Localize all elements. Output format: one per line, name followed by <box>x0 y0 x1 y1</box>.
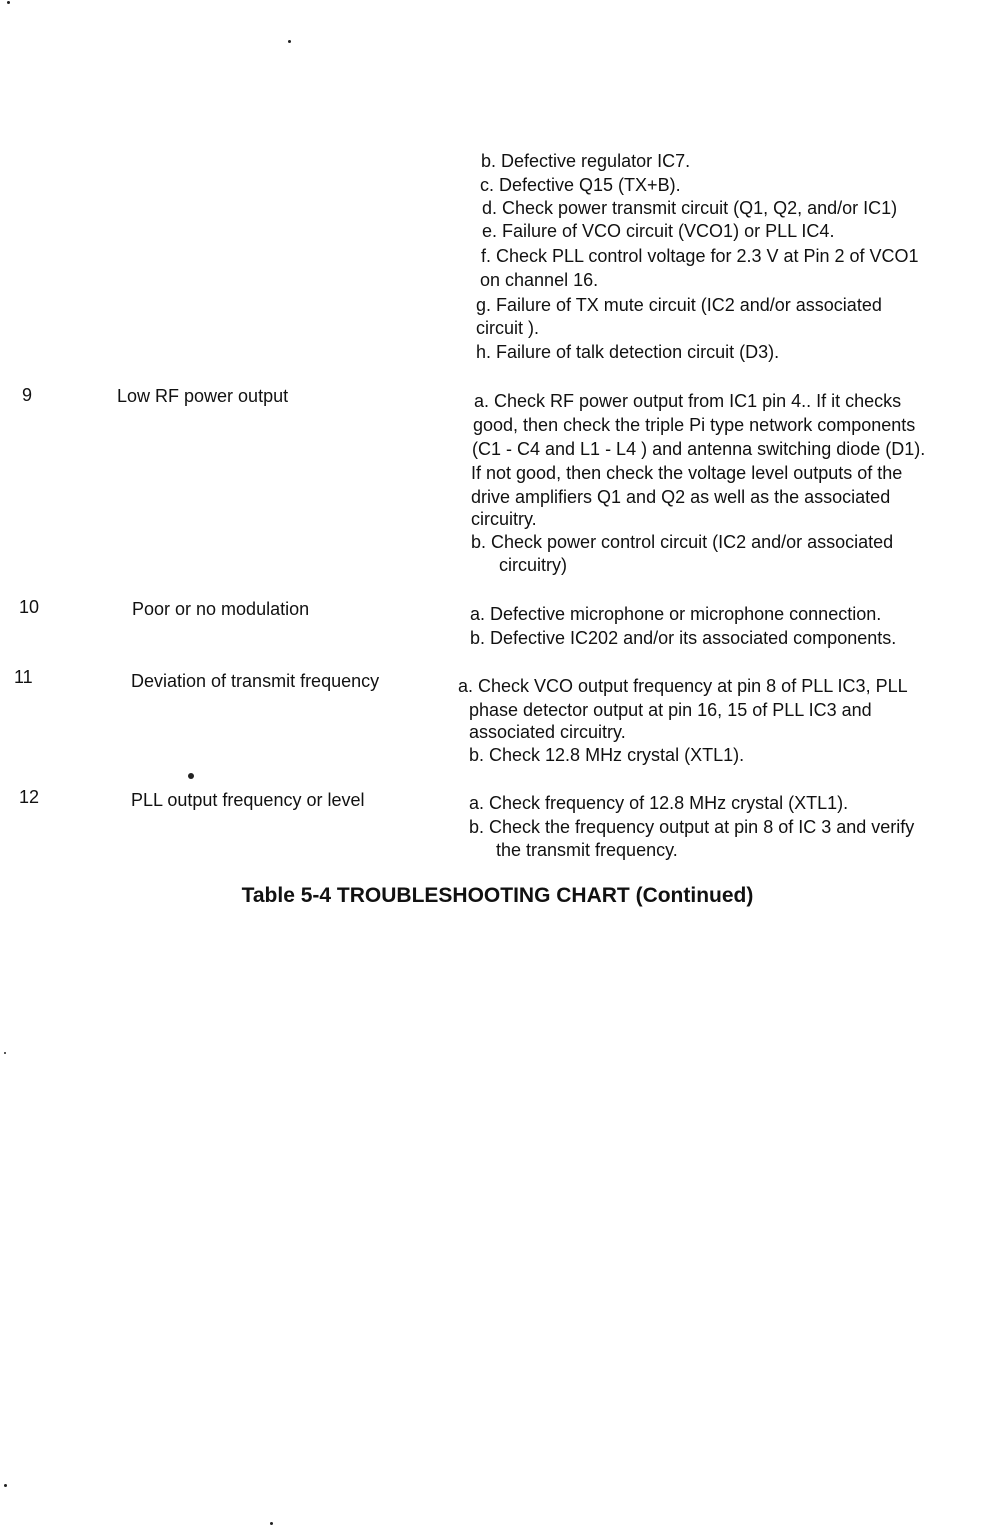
remedy-line: phase detector output at pin 16, 15 of PLL IC3 and <box>469 700 872 720</box>
remedy-line: a. Defective microphone or microphone connection. <box>470 604 882 624</box>
remedy-line: b. Check power control circuit (IC2 and/or associated <box>471 532 894 552</box>
scan-speck <box>270 1522 273 1525</box>
remedy-line: drive amplifiers Q1 and Q2 as well as the associated <box>471 487 891 507</box>
row-symptom: PLL output frequency or level <box>131 790 365 810</box>
scan-speck <box>7 1 10 4</box>
remedy-line: If not good, then check the voltage level outputs of the <box>471 463 903 483</box>
remedy-line: circuitry) <box>499 555 567 575</box>
remedy-line: on channel 16. <box>480 270 599 290</box>
remedy-line: the transmit frequency. <box>496 840 678 860</box>
remedy-line: b. Check 12.8 MHz crystal (XTL1). <box>469 745 745 765</box>
table-caption: Table 5-4 TROUBLESHOOTING CHART (Continued) <box>241 884 754 907</box>
remedy-line: d. Check power transmit circuit (Q1, Q2, and/or IC1) <box>482 198 898 218</box>
scan-speck <box>288 40 291 43</box>
remedy-line: b. Check the frequency output at pin 8 of IC 3 and verify <box>469 817 915 837</box>
row-symptom: Poor or no modulation <box>132 599 310 619</box>
remedy-line: associated circuitry. <box>469 722 626 742</box>
remedy-line: a. Check frequency of 12.8 MHz crystal (XTL1). <box>469 793 849 813</box>
remedy-line: c. Defective Q15 (TX+B). <box>480 175 681 195</box>
remedy-line: a. Check RF power output from IC1 pin 4.. If it checks <box>474 391 902 411</box>
remedy-line: h. Failure of talk detection circuit (D3). <box>476 342 780 362</box>
row-number: 11 <box>14 667 33 687</box>
row-number: 12 <box>19 787 40 807</box>
remedy-line: e. Failure of VCO circuit (VCO1) or PLL IC4. <box>482 221 835 241</box>
remedy-line: circuit ). <box>476 318 539 338</box>
remedy-line: a. Check VCO output frequency at pin 8 of PLL IC3, PLL <box>458 676 908 696</box>
remedy-line: (C1 - C4 and L1 - L4 ) and antenna switching diode (D1). <box>472 439 926 459</box>
remedy-line: circuitry. <box>471 509 537 529</box>
row-symptom: Low RF power output <box>117 386 289 406</box>
row-symptom: Deviation of transmit frequency <box>131 671 380 691</box>
scan-speck <box>4 1484 7 1487</box>
row-number: 10 <box>19 597 40 617</box>
remedy-line: b. Defective IC202 and/or its associated components. <box>470 628 897 648</box>
remedy-line: good, then check the triple Pi type network components <box>473 415 916 435</box>
row-number: 9 <box>22 385 33 405</box>
remedy-line: g. Failure of TX mute circuit (IC2 and/or associated <box>476 295 882 315</box>
remedy-line: b. Defective regulator IC7. <box>481 151 691 171</box>
scan-speck <box>188 773 194 779</box>
remedy-line: f. Check PLL control voltage for 2.3 V at Pin 2 of VCO1 <box>481 246 919 266</box>
scan-speck <box>4 1052 6 1054</box>
